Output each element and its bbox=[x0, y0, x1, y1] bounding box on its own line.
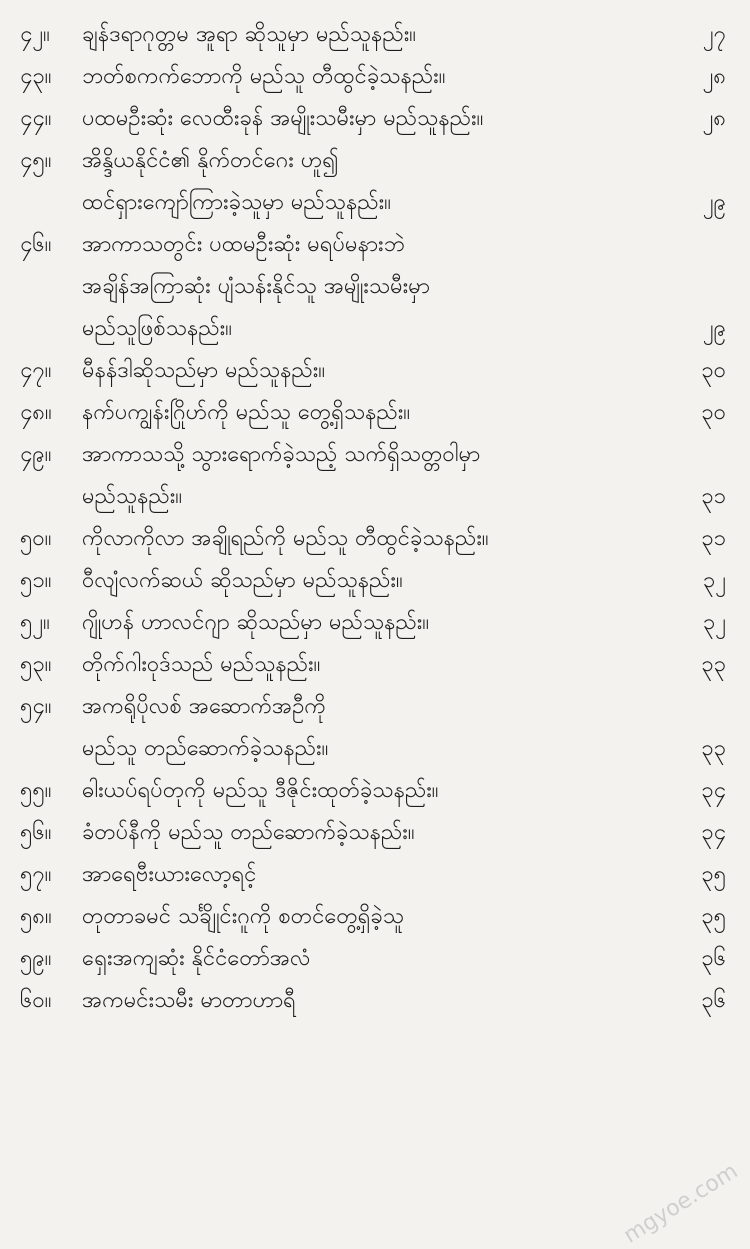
entry-title bbox=[82, 434, 670, 518]
toc-entry bbox=[0, 644, 750, 686]
entry-number: ၅၈။ bbox=[20, 904, 52, 929]
entry-title bbox=[82, 392, 670, 434]
entry-number: ၄၃။ bbox=[20, 64, 52, 89]
entry-title-line: အာကာသတွင်း ပထမဦးဆုံး မရပ်မနားဘဲ bbox=[82, 232, 405, 257]
entry-number: ၄၉။ bbox=[20, 442, 52, 467]
page-number: ၃၅ bbox=[701, 904, 726, 929]
entry-title-line: ဓါးယပ်ရပ်တုကို မည်သူ ဒီဇိုင်းထုတ်ခဲ့သနည်း။ bbox=[82, 778, 439, 803]
entry-number: ၄၈။ bbox=[20, 400, 52, 425]
toc-entry bbox=[0, 140, 750, 224]
page-number: ၃၁ bbox=[701, 484, 726, 509]
toc-entry bbox=[0, 434, 750, 518]
entry-title bbox=[82, 602, 670, 644]
page-number: ၃၄ bbox=[701, 820, 726, 845]
entry-title-line: တုတာခမင် သင်္ချိုင်းဂူကို စတင်တွေ့ရှိခဲ့သူ bbox=[82, 904, 405, 929]
entry-number: ၅၇။ bbox=[20, 862, 52, 887]
page-number: ၂၈ bbox=[702, 106, 726, 131]
page-number: ၂၇ bbox=[702, 22, 726, 47]
toc-entry bbox=[0, 938, 750, 980]
toc-entry bbox=[0, 224, 750, 350]
entry-title-line: တိုက်ဂါးဝုဒ်သည် မည်သူနည်း။ bbox=[82, 652, 321, 677]
entry-title-line: ရှေးအကျဆုံး နိုင်ငံတော်အလံ bbox=[82, 946, 311, 971]
entry-title bbox=[82, 854, 670, 896]
entry-number: ၅၂။ bbox=[20, 610, 50, 635]
entry-title bbox=[82, 686, 670, 770]
entry-title-line: ဝီလျံလက်ဆယ် ဆိုသည်မှာ မည်သူနည်း။ bbox=[82, 568, 403, 593]
page-number: ၂၉ bbox=[702, 316, 726, 341]
toc-entry bbox=[0, 602, 750, 644]
entry-number: ၅၀။ bbox=[20, 526, 52, 551]
toc-entry bbox=[0, 896, 750, 938]
entry-number: ၄၅။ bbox=[20, 148, 52, 173]
page-number: ၃၁ bbox=[701, 526, 726, 551]
page-number: ၃၀ bbox=[701, 400, 726, 425]
entry-title bbox=[82, 644, 670, 686]
page-number: ၃၆ bbox=[701, 946, 726, 971]
page-number: ၂၉ bbox=[702, 190, 726, 215]
entry-title bbox=[82, 980, 670, 1022]
table-of-contents bbox=[0, 14, 750, 1022]
entry-title bbox=[82, 56, 670, 98]
toc-entry bbox=[0, 56, 750, 98]
page-number: ၃၆ bbox=[701, 988, 726, 1013]
entry-title bbox=[82, 224, 670, 350]
toc-entry bbox=[0, 770, 750, 812]
toc-entry bbox=[0, 392, 750, 434]
entry-number: ၅၉။ bbox=[20, 946, 52, 971]
entry-title-line: ပထမဦးဆုံး လေထီးခုန် အမျိုးသမီးမှာ မည်သူနည်း။ bbox=[82, 106, 484, 131]
page-number: ၃၀ bbox=[701, 358, 726, 383]
toc-entry bbox=[0, 980, 750, 1022]
entry-title-line: မည်သူဖြစ်သနည်း။ bbox=[82, 316, 232, 341]
entry-title bbox=[82, 938, 670, 980]
toc-entry bbox=[0, 812, 750, 854]
entry-title-line: အာကာသသို့ သွားရောက်ခဲ့သည့် သက်ရှိသတ္တဝါမှာ bbox=[82, 442, 481, 467]
entry-title-line: အကရိုပိုလစ် အဆောက်အဦကို bbox=[82, 694, 326, 719]
watermark: mgyoe.com bbox=[619, 1158, 742, 1249]
entry-title bbox=[82, 518, 670, 560]
page-number: ၃၄ bbox=[701, 778, 726, 803]
entry-title-line: ဘတ်စကက်ဘောကို မည်သူ တီထွင်ခဲ့သနည်း။ bbox=[82, 64, 446, 89]
entry-number: ၅၆။ bbox=[20, 820, 52, 845]
entry-title-line: အိန္ဒိယနိုင်ငံ၏ နိုက်တင်ဂေး ဟူ၍ bbox=[82, 148, 339, 173]
toc-entry bbox=[0, 98, 750, 140]
entry-title-line: မီနန်ဒါဆိုသည်မှာ မည်သူနည်း။ bbox=[82, 358, 326, 383]
page-number: ၃၂ bbox=[702, 610, 726, 635]
entry-number: ၅၃။ bbox=[20, 652, 52, 677]
entry-title-line: နက်ပကျွန်းဂြိုဟ်ကို မည်သူ တွေ့ရှိသနည်း။ bbox=[82, 400, 411, 425]
entry-title bbox=[82, 560, 670, 602]
toc-entry bbox=[0, 686, 750, 770]
entry-title-line: မည်သူ တည်ဆောက်ခဲ့သနည်း။ bbox=[82, 736, 329, 761]
toc-entry bbox=[0, 518, 750, 560]
entry-number: ၅၁။ bbox=[20, 568, 52, 593]
toc-entry bbox=[0, 350, 750, 392]
entry-number: ၄၂။ bbox=[20, 22, 50, 47]
entry-number: ၅၄။ bbox=[20, 694, 52, 719]
entry-title bbox=[82, 98, 670, 140]
page-number: ၃၃ bbox=[701, 736, 726, 761]
entry-title bbox=[82, 812, 670, 854]
toc-entry bbox=[0, 14, 750, 56]
entry-title-line: အချိန်အကြာဆုံး ပျံသန်းနိုင်သူ အမျိုးသမီးမှာ bbox=[82, 274, 430, 299]
entry-title-line: ထင်ရှားကျော်ကြားခဲ့သူမှာ မည်သူနည်း။ bbox=[82, 190, 391, 215]
entry-title-line: ကိုလာကိုလာ အချိုရည်ကို မည်သူ တီထွင်ခဲ့သနည်း။ bbox=[82, 526, 489, 551]
toc-entry bbox=[0, 854, 750, 896]
toc-entry bbox=[0, 560, 750, 602]
entry-title bbox=[82, 770, 670, 812]
entry-number: ၄၇။ bbox=[20, 358, 52, 383]
entry-title-line: ဂျိုဟန် ဟာလင်ဂျာ ဆိုသည်မှာ မည်သူနည်း။ bbox=[82, 610, 430, 635]
page-number: ၃၂ bbox=[702, 568, 726, 593]
page-number: ၂၈ bbox=[702, 64, 726, 89]
page-number: ၃၃ bbox=[701, 652, 726, 677]
page-number: ၃၅ bbox=[701, 862, 726, 887]
entry-title bbox=[82, 350, 670, 392]
entry-number: ၄၄။ bbox=[20, 106, 52, 131]
entry-title-line: ချန်ဒရာဂုတ္တမ အူရာ ဆိုသူမှာ မည်သူနည်း။ bbox=[82, 22, 416, 47]
entry-title-line: ခံတပ်နီကို မည်သူ တည်ဆောက်ခဲ့သနည်း။ bbox=[82, 820, 415, 845]
entry-title-line: အကမင်းသမီး မာတာဟာရီ bbox=[82, 988, 296, 1013]
entry-title bbox=[82, 140, 670, 224]
entry-title bbox=[82, 14, 670, 56]
entry-title bbox=[82, 896, 670, 938]
entry-number: ၆၀။ bbox=[20, 988, 52, 1013]
entry-title-line: အာရေဗီးယားလော့ရင့် bbox=[82, 862, 257, 887]
entry-number: ၄၆။ bbox=[20, 232, 52, 257]
entry-number: ၅၅။ bbox=[20, 778, 52, 803]
entry-title-line: မည်သူနည်း။ bbox=[82, 484, 183, 509]
